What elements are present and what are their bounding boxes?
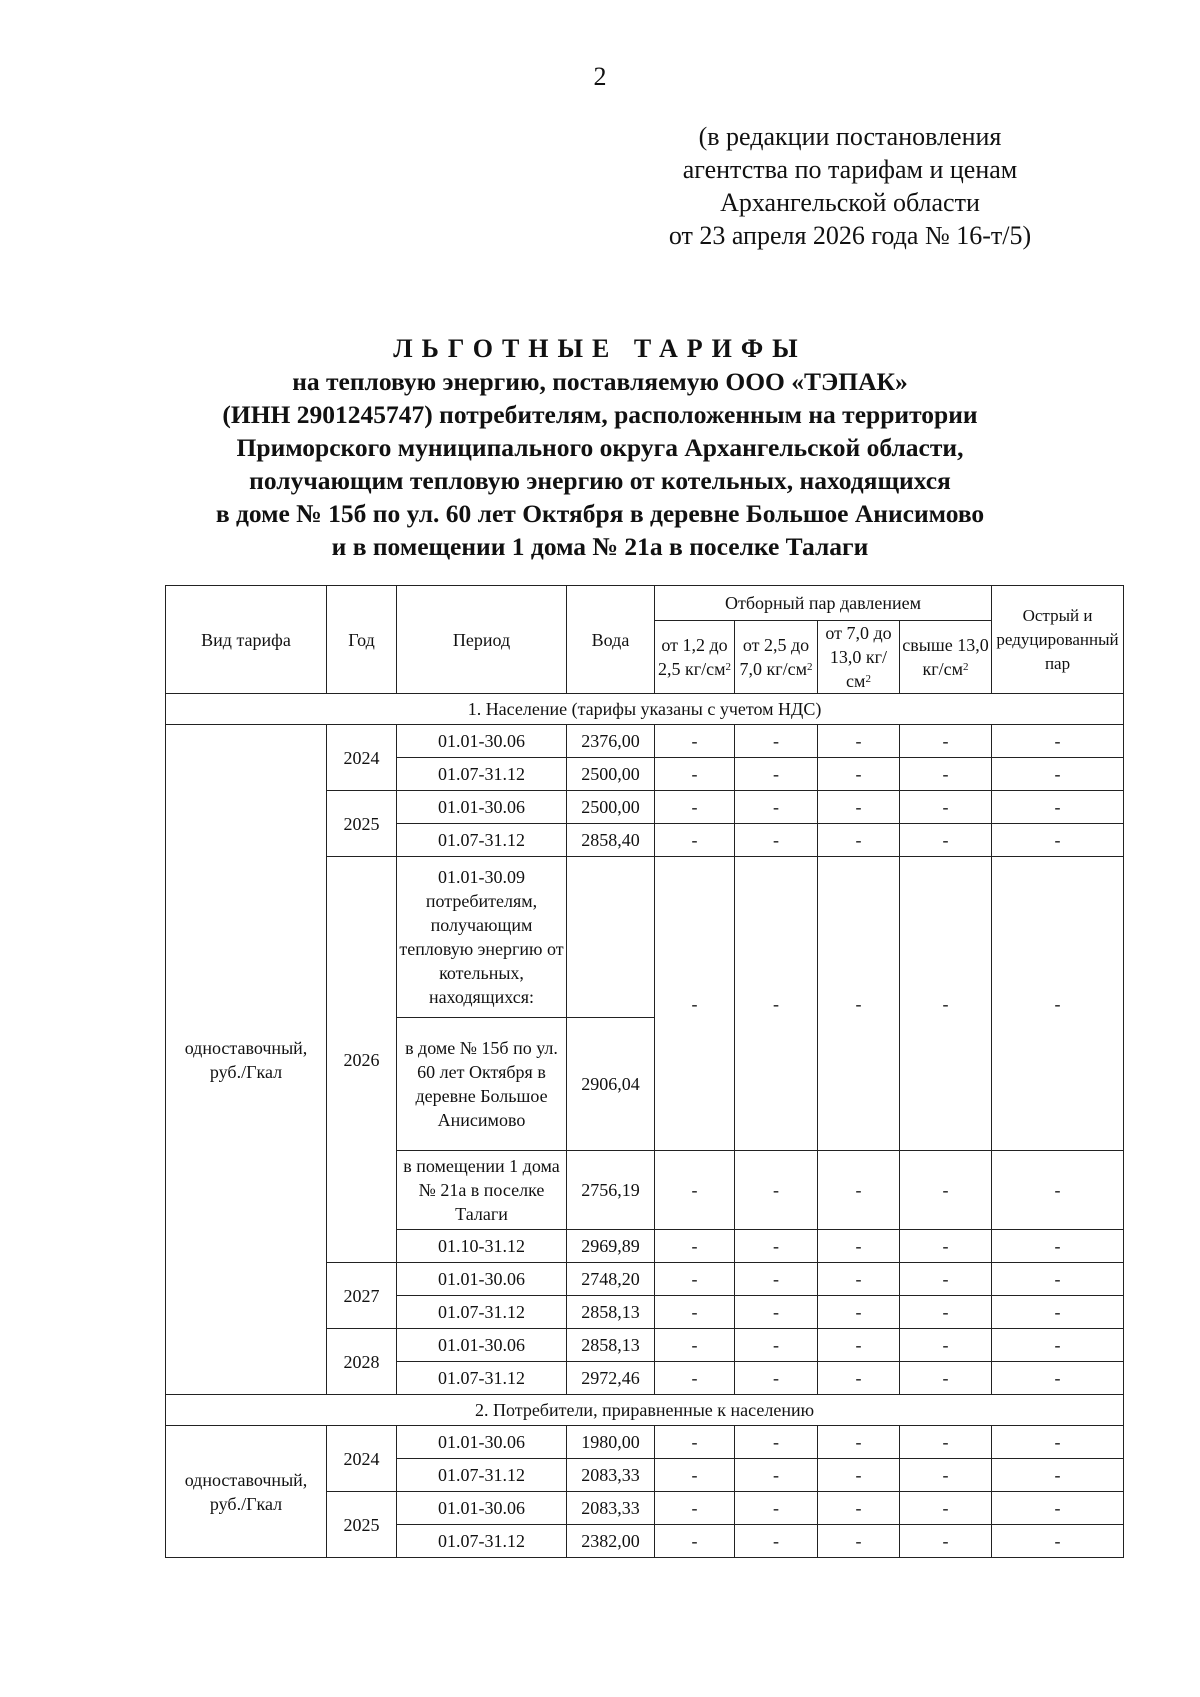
dash-cell: - [655, 1151, 735, 1230]
dash-cell: - [900, 1296, 992, 1329]
dash-cell: - [655, 725, 735, 758]
dash-cell: - [900, 1459, 992, 1492]
revision-line: Архангельской области [720, 188, 980, 217]
revision-line: от 23 апреля 2026 года № 16-т/5) [668, 221, 1032, 250]
water-cell: 2858,13 [567, 1329, 655, 1362]
period-cell: 01.07-31.12 [397, 758, 567, 791]
dash-cell: - [818, 1263, 900, 1296]
dash-cell: - [655, 1230, 735, 1263]
dash-cell: - [992, 1329, 1124, 1362]
header-tariff-type: Вид тарифа [166, 586, 327, 694]
dash-cell: - [900, 758, 992, 791]
dash-cell: - [655, 824, 735, 857]
dash-cell: - [735, 725, 818, 758]
dash-cell: - [992, 725, 1124, 758]
section-title: 1. Население (тарифы указаны с учетом НДС) [166, 694, 1124, 725]
year-cell: 2025 [327, 791, 397, 857]
dash-cell: - [735, 758, 818, 791]
dash-cell: - [655, 1459, 735, 1492]
dash-cell: - [735, 1296, 818, 1329]
period-cell: 01.07-31.12 [397, 1362, 567, 1395]
dash-cell: - [818, 1525, 900, 1558]
section-title: 2. Потребители, приравненные к населению [166, 1395, 1124, 1426]
period-cell: в доме № 15б по ул. 60 лет Октября в деревне Большое Анисимово [397, 1018, 567, 1151]
water-cell: 2969,89 [567, 1230, 655, 1263]
water-cell: 2500,00 [567, 791, 655, 824]
header-water: Вода [567, 586, 655, 694]
year-cell: 2024 [327, 1426, 397, 1492]
dash-cell: - [818, 1296, 900, 1329]
period-cell: 01.07-31.12 [397, 1459, 567, 1492]
water-cell: 2376,00 [567, 725, 655, 758]
header-year: Год [327, 586, 397, 694]
header-steam-3: от 7,0 до 13,0 $кг/см^2$ [818, 621, 900, 694]
dash-cell: - [818, 791, 900, 824]
period-cell: 01.01-30.06 [397, 1329, 567, 1362]
header-steam-2: от 2,5 до 7,0 $кг/см^2$ [735, 621, 818, 694]
dash-cell: - [735, 791, 818, 824]
header-steam-group: Отборный пар давлением [655, 586, 992, 621]
header-steam-4: свыше 13,0 $кг/см^2$ [900, 621, 992, 694]
document-title [180, 332, 1020, 563]
dash-cell: - [818, 1230, 900, 1263]
dash-cell: - [992, 1362, 1124, 1395]
tariff-type-cell: одноставочный, руб./Гкал [166, 725, 327, 1395]
dash-cell: - [900, 857, 992, 1151]
dash-cell: - [992, 1296, 1124, 1329]
dash-cell: - [655, 1492, 735, 1525]
header-period: Период [397, 586, 567, 694]
dash-cell: - [818, 1459, 900, 1492]
year-cell: 2024 [327, 725, 397, 791]
dash-cell: - [818, 824, 900, 857]
dash-cell: - [655, 1329, 735, 1362]
water-cell [567, 857, 655, 1018]
dash-cell: - [655, 1263, 735, 1296]
period-cell: 01.01-30.06 [397, 1263, 567, 1296]
dash-cell: - [900, 1151, 992, 1230]
table-header-row [166, 586, 1124, 621]
dash-cell: - [655, 1426, 735, 1459]
period-cell: 01.07-31.12 [397, 824, 567, 857]
water-cell: 1980,00 [567, 1426, 655, 1459]
dash-cell: - [735, 1459, 818, 1492]
dash-cell: - [655, 758, 735, 791]
dash-cell: - [735, 1426, 818, 1459]
revision-note [640, 120, 1060, 252]
year-cell: 2026 [327, 857, 397, 1263]
dash-cell: - [992, 1263, 1124, 1296]
revision-line: (в редакции постановления [698, 122, 1002, 151]
water-cell: 2906,04 [567, 1018, 655, 1151]
dash-cell: - [900, 1525, 992, 1558]
dash-cell: - [818, 1151, 900, 1230]
dash-cell: - [735, 1525, 818, 1558]
year-cell: 2027 [327, 1263, 397, 1329]
dash-cell: - [818, 725, 900, 758]
dash-cell: - [992, 1230, 1124, 1263]
dash-cell: - [655, 791, 735, 824]
year-cell: 2028 [327, 1329, 397, 1395]
dash-cell: - [735, 857, 818, 1151]
water-cell: 2083,33 [567, 1492, 655, 1525]
header-steam-1: от 1,2 до 2,5 $кг/см^2$ [655, 621, 735, 694]
dash-cell: - [655, 857, 735, 1151]
year-cell: 2025 [327, 1492, 397, 1558]
dash-cell: - [655, 1525, 735, 1558]
dash-cell: - [735, 1362, 818, 1395]
dash-cell: - [900, 1362, 992, 1395]
revision-line: агентства по тарифам и ценам [682, 155, 1018, 184]
water-cell: 2382,00 [567, 1525, 655, 1558]
dash-cell: - [900, 824, 992, 857]
table-row [166, 725, 1124, 758]
dash-cell: - [992, 758, 1124, 791]
dash-cell: - [900, 1426, 992, 1459]
title-line: в доме № 15б по ул. 60 лет Октября в деревне Большое Анисимово [215, 499, 985, 528]
water-cell: 2858,40 [567, 824, 655, 857]
water-cell: 2500,00 [567, 758, 655, 791]
water-cell: 2748,20 [567, 1263, 655, 1296]
dash-cell: - [735, 1263, 818, 1296]
title-line: и в помещении 1 дома № 21а в поселке Талаги [331, 532, 869, 561]
period-cell: 01.01-30.06 [397, 725, 567, 758]
dash-cell: - [818, 758, 900, 791]
dash-cell: - [818, 857, 900, 1151]
dash-cell: - [992, 1492, 1124, 1525]
period-cell: 01.01-30.09 потребителям, получающим тепловую энергию от котельных, находящихся: [397, 857, 567, 1018]
dash-cell: - [992, 1426, 1124, 1459]
page-number: 2 [593, 62, 607, 91]
period-cell: 01.10-31.12 [397, 1230, 567, 1263]
dash-cell: - [818, 1492, 900, 1525]
dash-cell: - [900, 1263, 992, 1296]
dash-cell: - [900, 791, 992, 824]
tariffs-table [165, 585, 1124, 1558]
dash-cell: - [818, 1329, 900, 1362]
dash-cell: - [735, 1151, 818, 1230]
title-line: на тепловую энергию, поставляемую ООО «ТЭПАК» [292, 367, 908, 396]
dash-cell: - [992, 791, 1124, 824]
period-cell: 01.01-30.06 [397, 791, 567, 824]
period-cell: 01.01-30.06 [397, 1492, 567, 1525]
dash-cell: - [900, 725, 992, 758]
dash-cell: - [735, 1230, 818, 1263]
dash-cell: - [900, 1230, 992, 1263]
water-cell: 2083,33 [567, 1459, 655, 1492]
title-main: ЛЬГОТНЫЕ ТАРИФЫ [393, 334, 807, 363]
section-row [166, 694, 1124, 725]
dash-cell: - [900, 1492, 992, 1525]
table-row [166, 1426, 1124, 1459]
title-line: (ИНН 2901245747) потребителям, расположенным на территории [222, 400, 978, 429]
header-sharp-steam: Острый и редуцированный пар [992, 586, 1124, 694]
dash-cell: - [992, 1459, 1124, 1492]
title-line: Приморского муниципального округа Архангельской области, [236, 433, 964, 462]
dash-cell: - [818, 1362, 900, 1395]
water-cell: 2972,46 [567, 1362, 655, 1395]
dash-cell: - [818, 1426, 900, 1459]
title-line: получающим тепловую энергию от котельных, находящихся [249, 466, 951, 495]
dash-cell: - [655, 1362, 735, 1395]
water-cell: 2858,13 [567, 1296, 655, 1329]
tariff-type-cell: одноставочный, руб./Гкал [166, 1426, 327, 1558]
dash-cell: - [992, 824, 1124, 857]
dash-cell: - [735, 1492, 818, 1525]
dash-cell: - [992, 1525, 1124, 1558]
dash-cell: - [655, 1296, 735, 1329]
water-cell: 2756,19 [567, 1151, 655, 1230]
period-cell: 01.07-31.12 [397, 1296, 567, 1329]
dash-cell: - [735, 824, 818, 857]
period-cell: 01.01-30.06 [397, 1426, 567, 1459]
dash-cell: - [900, 1329, 992, 1362]
period-cell: 01.07-31.12 [397, 1525, 567, 1558]
dash-cell: - [992, 857, 1124, 1151]
dash-cell: - [735, 1329, 818, 1362]
section-row [166, 1395, 1124, 1426]
dash-cell: - [992, 1151, 1124, 1230]
period-cell: в помещении 1 дома № 21а в поселке Талаги [397, 1151, 567, 1230]
